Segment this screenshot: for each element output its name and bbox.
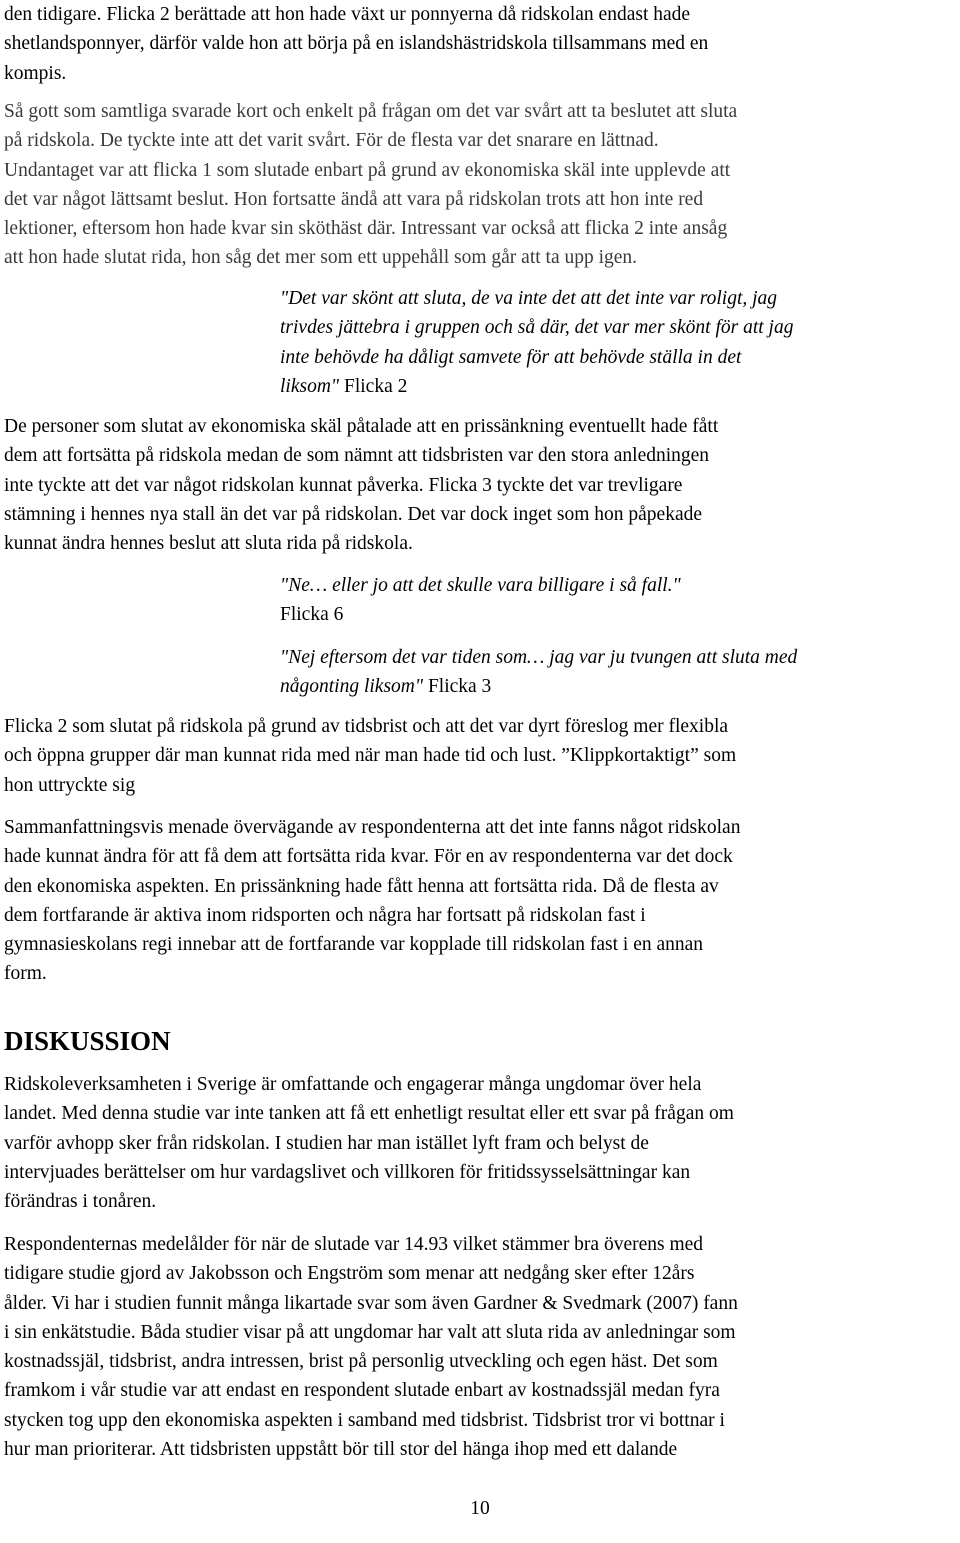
text-line: det var något lättsamt beslut. Hon fortsatte ändå att vara på ridskolan trots att hon inte red [4,188,704,210]
text-line: lektioner, eftersom hon hade kvar sin sköthäst där. Intressant var också att flicka 2 inte ansåg [4,218,728,240]
section-heading: DISKUSSION [4,1026,171,1056]
text-line: Ridskoleverksamheten i Sverige är omfattande och engagerar många ungdomar över hela [4,1074,702,1095]
quote-line: trivdes jättebra i gruppen och så där, det var mer skönt för att jag [280,317,794,339]
quote-last-line [280,672,960,701]
text-line: Undantaget var att flicka 1 som slutade enbart på grund av ekonomiska skäl inte upplevde att [4,159,731,181]
text-line: form. [4,963,47,985]
text-line: Sammanfattningsvis menade övervägande av respondenterna att det inte fanns något ridskolan [4,817,741,838]
text-line: hade kunnat ändra för att få dem att fortsätta rida kvar. För en av respondenterna var det dock [4,846,733,868]
paragraph-intro [4,0,960,88]
quote-line: "Det var skönt att sluta, de va inte det att det inte var roligt, jag [280,288,778,309]
text-line: hon uttryckte sig [4,774,136,796]
text-line: och öppna grupper där man kunnat rida med när man hade tid och lust. ”Klippkortaktigt” som [4,745,737,767]
paragraph-flexible [4,712,960,800]
text-line: tidigare studie gjord av Jakobsson och Engström som menar att nedgång sker efter 12års [4,1263,695,1285]
page-number: 10 [470,1498,490,1519]
text-line: förändras i tonåren. [4,1191,157,1213]
text-line: varför avhopp sker från ridskolan. I studien har man istället lyft fram och belyst de [4,1132,649,1154]
paragraph-economy [4,412,960,558]
paragraph-summary [4,813,960,989]
quote-flicka-3 [280,643,960,702]
text-line: kunnat ändra hennes beslut att sluta rida på ridskola. [4,533,413,555]
text-line: den ekonomiska aspekten. En prissänkning hade fått henna att fortsätta rida. Då de flesta av [4,875,719,897]
quote-flicka-2 [280,284,960,401]
text-line: shetlandsponnyer, därför valde hon att börja på en islandshästridskola tillsammans med en [4,33,709,55]
quote-line: "Nej eftersom det var tiden som… jag var ju tvungen att sluta med [280,647,798,668]
text-line: De personer som slutat av ekonomiska skäl påtalade att en prissänkning eventuellt hade fått [4,416,719,437]
text-line: kostnadssjäl, tidsbrist, andra intressen, brist på personlig utveckling och egen häst. Det som [4,1351,718,1373]
text-line: dem att fortsätta på ridskola medan de som nämnt att tidsbristen var den stora anledningen [4,445,710,467]
text-line: på ridskola. De tyckte inte att det varit svårt. För de flesta var det snarare en lättnad. [4,130,659,152]
quote-text: liksom" [280,375,340,397]
text-line: att hon hade slutat rida, hon såg det mer som ett uppehåll som går att ta upp igen. [4,247,638,269]
quote-attribution: Flicka 6 [280,604,344,626]
quote-last-line [280,372,960,401]
text-line: Respondenternas medelålder för när de slutade var 14.93 vilket stämmer bra överens med [4,1234,704,1255]
text-line: stämning i hennes nya stall än det var på ridskolan. Det var dock inget som hon påpekade [4,503,703,525]
text-line: den tidigare. Flicka 2 berättade att hon hade växt ur ponnyerna då ridskolan endast hade [4,4,691,25]
text-line: ålder. Vi har i studien funnit många likartade svar som även Gardner & Svedmark (2007) fann [4,1292,738,1314]
text-line: stycken tog upp den ekonomiska aspekten i samband med tidsbrist. Tidsbrist tror vi bottnar i [4,1409,725,1431]
paragraph-discussion-2 [4,1230,960,1464]
quote-line: inte behövde ha dåligt samvete för att behövde ställa in det [280,346,742,368]
text-line: inte tyckte att det var något ridskolan kunnat påverka. Flicka 3 tyckte det var trevligare [4,474,683,496]
quote-attribution: Flicka 3 [423,676,492,698]
text-line: intervjuades berättelser om hur vardagslivet och villkoren för fritidssysselsättningar kan [4,1161,691,1183]
paragraph-decision [4,97,960,273]
text-line: landet. Med denna studie var inte tanken att få ett enhetligt resultat eller ett svar på frågan om [4,1103,734,1125]
text-line: i sin enkätstudie. Båda studier visar på att ungdomar har valt att sluta rida av anledningar som [4,1321,736,1343]
text-line: Flicka 2 som slutat på ridskola på grund av tidsbrist och att det var dyrt föreslog mer flexibla [4,716,729,737]
quote-flicka-6 [280,571,960,630]
text-line: hur man prioriterar. Att tidsbristen uppstått bör till stor del hänga ihop med ett dalande [4,1439,678,1461]
text-line: gymnasieskolans regi innebar att de fortfarande var kopplade till ridskolan fast i en annan [4,934,704,956]
quote-attribution: Flicka 2 [339,375,408,397]
paragraph-discussion-1 [4,1070,960,1216]
quote-text: någonting liksom" [280,676,424,698]
text-line: Så gott som samtliga svarade kort och enkelt på frågan om det var svårt att ta beslutet att sluta [4,101,738,122]
text-line: dem fortfarande är aktiva inom ridsporten och några har fortsatt på ridskolan fast i [4,904,646,926]
quote-text: "Ne… eller jo att det skulle vara billigare i så fall." [280,575,681,596]
text-line: framkom i vår studie var att endast en respondent slutade enbart av kostnadssjäl medan fyra [4,1380,720,1402]
text-line: kompis. [4,62,67,84]
